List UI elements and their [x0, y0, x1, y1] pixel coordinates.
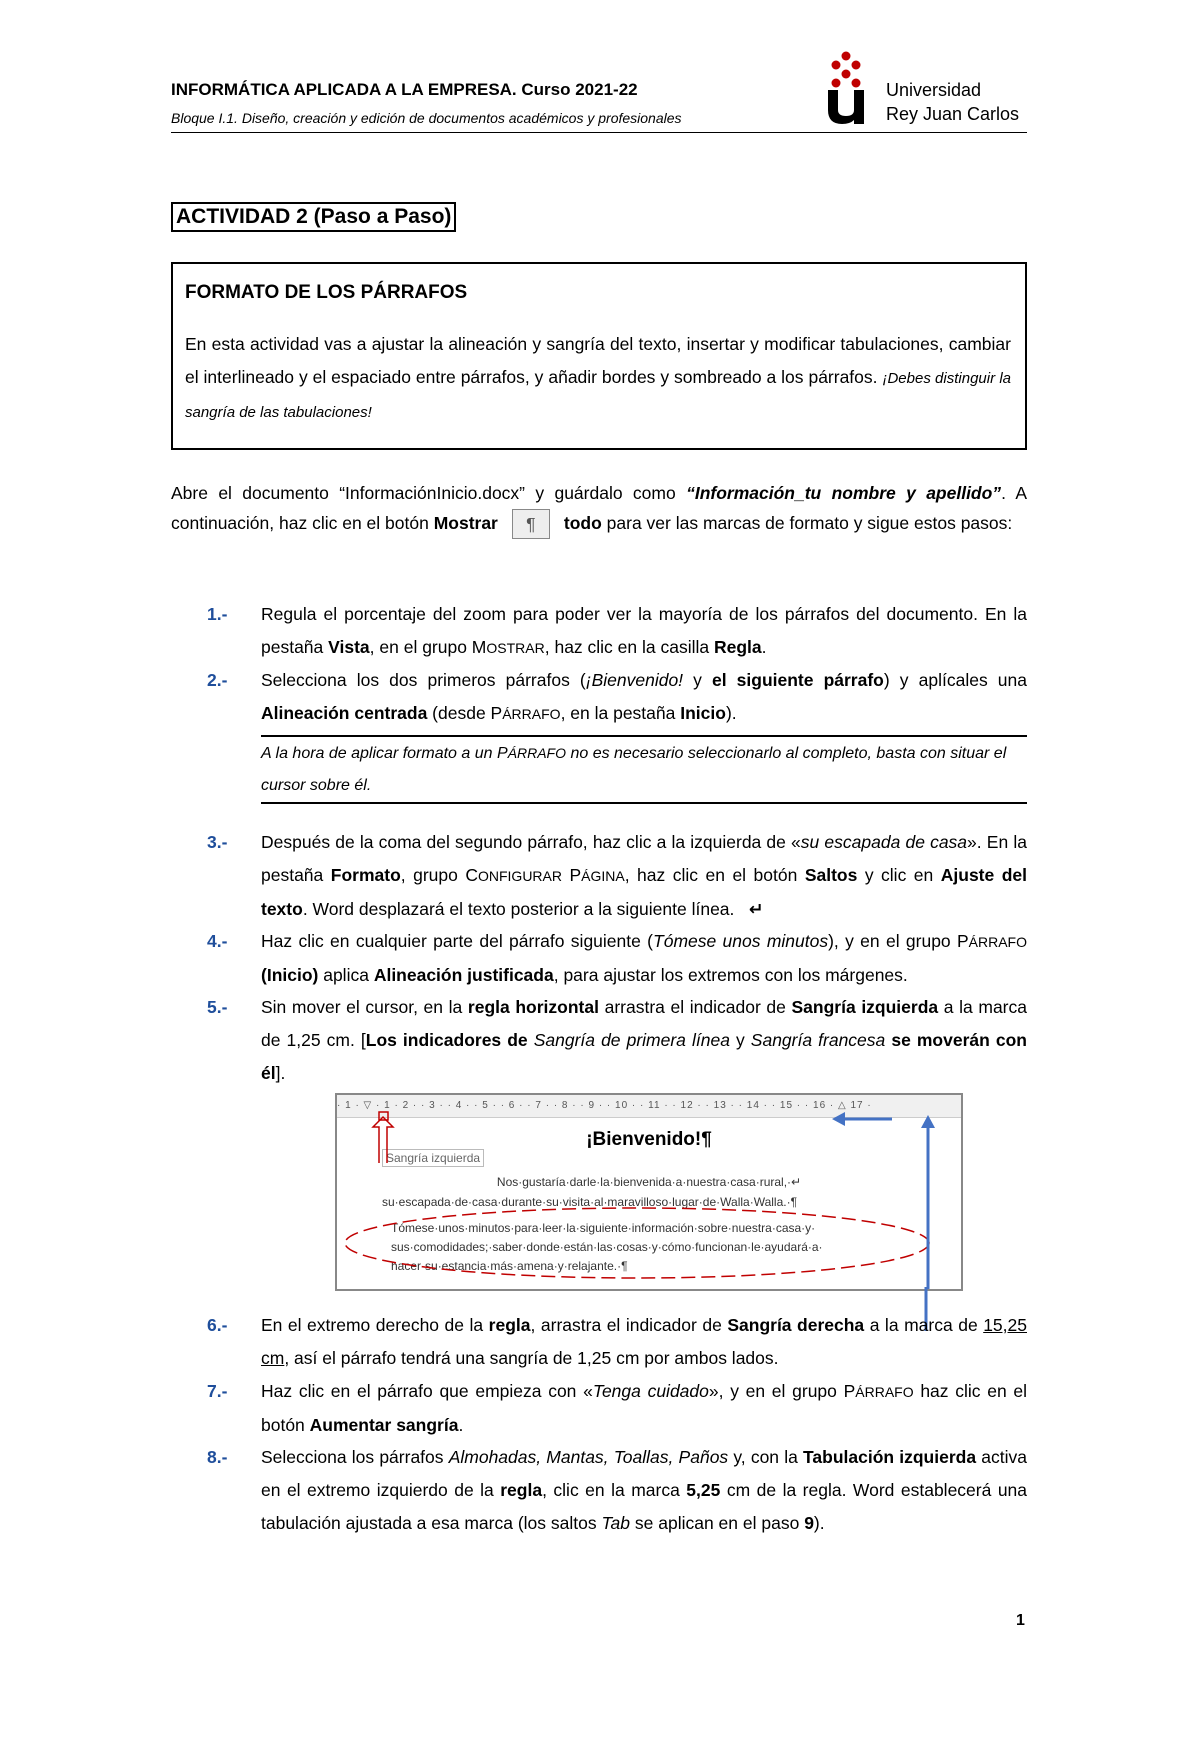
note-bottom-rule — [261, 802, 1027, 804]
screenshot-line-3: Tómese·unos·minutos·para·leer·la·siguiente·información·sobre·nuestra·casa·y· — [391, 1221, 816, 1235]
step-number: 6.- — [207, 1315, 228, 1335]
step-text: En el extremo derecho de la regla, arrastra el indicador de Sangría derecha a la marca de 15,25 cm, así el párrafo tendrá una sangría de 1,25 cm por ambos lados. — [261, 1315, 1027, 1368]
university-name-line1: Universidad — [886, 80, 982, 100]
intro-text-2: . A continuación, haz clic en el botón — [171, 483, 1027, 533]
page-number: 1 — [1016, 1612, 1025, 1629]
intro-todo: todo — [563, 513, 602, 533]
course-subtitle: Bloque I.1. Diseño, creación y edición de documentos académicos y profesionales — [171, 110, 682, 126]
intro-text-1: Abre el documento “InformaciónInicio.docx” y guárdalo como — [171, 483, 676, 503]
university-logo-icon — [826, 50, 866, 124]
intro-text-3: para ver las marcas de formato y sigue estos pasos: — [606, 513, 1013, 533]
step-text: Regula el porcentaje del zoom para poder ver la mayoría de los párrafos del documento. En la pestaña Vista, en el grupo MOSTRAR, haz clic en la casilla Regla. — [261, 604, 1027, 657]
screenshot-line-5: hacer·su·estancia·más·amena·y·relajante.·¶ — [391, 1259, 628, 1273]
step-text: Haz clic en el párrafo que empieza con «Tenga cuidado», y en el grupo PÁRRAFO haz clic en el botón Aumentar sangría. — [261, 1381, 1028, 1435]
screenshot-line-1: Nos·gustaría·darle·la·bienvenida·a·nuestra·casa·rural,·↵ — [496, 1175, 802, 1189]
step-text: Después de la coma del segundo párrafo, haz clic a la izquierda de «su escapada de casa». En la pestaña Formato, grupo CONFIGURAR PÁGINA, haz clic en el botón Saltos y clic en Ajuste del texto. Word desplazará el texto posterior a la siguiente línea. ↵ — [261, 832, 1027, 919]
word-screenshot — [335, 1093, 963, 1291]
box-text — [185, 328, 1011, 429]
activity-title: ACTIVIDAD 2 (Paso a Paso) — [171, 202, 456, 232]
step-number: 1.- — [207, 604, 228, 624]
note-text: A la hora de aplicar formato a un PÁRRAFO no es necesario seleccionarlo al completo, basta con situar el cursor sobre él. — [261, 745, 1007, 794]
step-text: Selecciona los dos primeros párrafos (¡Bienvenido! y el siguiente párrafo) y aplícales una Alineación centrada (desde PÁRRAFO, en la pestaña Inicio). — [261, 670, 1027, 723]
step-text: Selecciona los párrafos Almohadas, Mantas, Toallas, Paños y, con la Tabulación izquierda activa en el extremo izquierdo de la regla, clic en la marca 5,25 cm de la regla. Word establecerá una tabulación ajustada a esa marca (los saltos Tab se aplican en el paso 9). — [261, 1447, 1028, 1533]
step-number: 8.- — [207, 1447, 228, 1467]
step-number: 7.- — [207, 1381, 228, 1401]
box-body: En esta actividad vas a ajustar la alineación y sangría del texto, insertar y modificar tabulaciones, cambiar el interlineado y el espaciado entre párrafos, y añadir bordes y sombreado a los párrafos. — [185, 334, 1011, 387]
course-title: INFORMÁTICA APLICADA A LA EMPRESA. Curso 2021-22 — [171, 80, 638, 99]
step-number: 3.- — [207, 832, 228, 852]
box-italic-note: ¡Debes distinguir la sangría de las tabulaciones! — [185, 370, 1011, 421]
step-text: Sin mover el cursor, en la regla horizontal arrastra el indicador de Sangría izquierda a la marca de 1,25 cm. [Los indicadores de Sangría de primera línea y Sangría francesa se moverán con él]. — [261, 997, 1027, 1083]
show-formatting-button[interactable]: ¶ — [512, 509, 550, 539]
screenshot-line-2: su·escapada·de·casa·durante·su·visita·al·maravilloso·lugar·de·Walla·Walla.·¶ — [382, 1195, 798, 1209]
university-name-line2: Rey Juan Carlos — [886, 104, 1020, 124]
horizontal-ruler: · 1 · ▽ · 1 · 2 · · 3 · · 4 · · 5 · · 6 · · 7 · · 8 · · 9 · · 10 · · 11 · · 12 · · 13 · · 14 · · 15 · · 16 · △ 17 · — [337, 1095, 961, 1118]
step-number: 4.- — [207, 931, 228, 951]
box-title: FORMATO DE LOS PÁRRAFOS — [185, 282, 468, 303]
step-text: Haz clic en cualquier parte del párrafo siguiente (Tómese unos minutos), y en el grupo PÁRRAFO (Inicio) aplica Alineación justificada, para ajustar los extremos con los márgenes. — [261, 931, 1027, 985]
step-number: 5.- — [207, 997, 228, 1017]
intro-box — [171, 262, 1027, 450]
screenshot-line-4: sus·comodidades;·saber·donde·están·las·cosas·y·cómo·funcionan·le·ayudará·a· — [391, 1240, 823, 1254]
intro-paragraph — [171, 478, 1027, 539]
intro-filename: “Información_tu nombre y apellido” — [686, 483, 1002, 503]
step-number: 2.- — [207, 670, 228, 690]
screenshot-heading: ¡Bienvenido!¶ — [586, 1129, 712, 1150]
indent-tooltip: Sangría izquierda — [382, 1149, 484, 1167]
annotation-arrows-icon — [337, 1095, 961, 1289]
intro-mostrar: Mostrar — [433, 513, 498, 533]
header-divider — [171, 132, 1027, 133]
